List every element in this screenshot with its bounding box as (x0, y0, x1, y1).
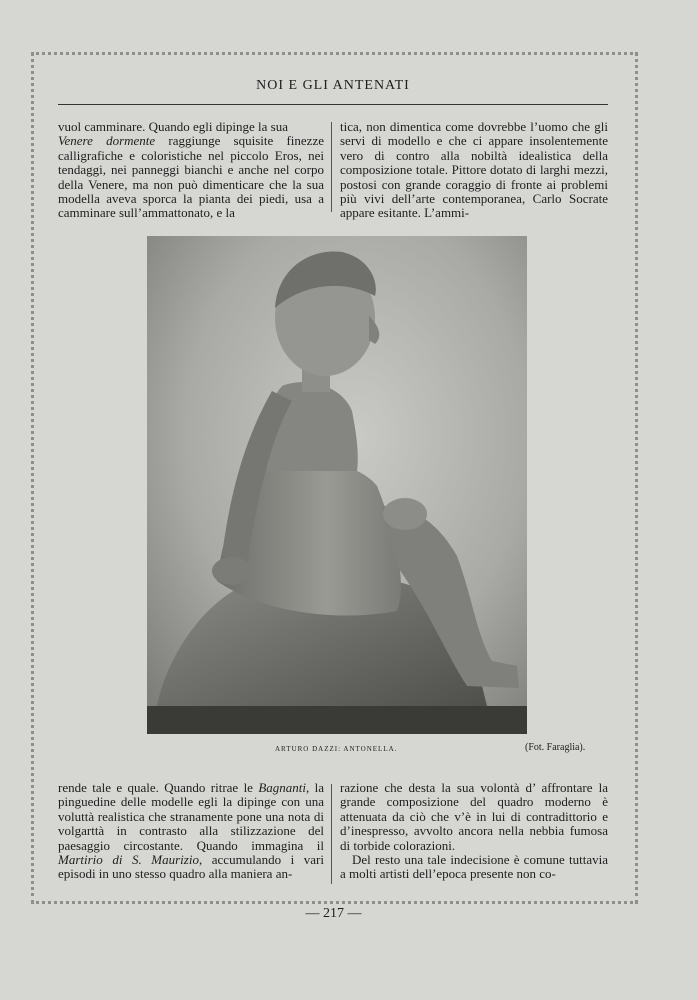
header-rule (58, 104, 608, 105)
page-number: — 217 — (305, 906, 362, 921)
sculpture-photograph (147, 236, 527, 734)
text-run: , accumulando i vari episodi in uno stesso quadro alla maniera an- (58, 852, 324, 882)
top-right-column: tica, non dimentica come dovrebbe l’uomo che gli servi di modello e che ci appare insolentemente vero di contro alla nobiltà idealistica della composizione totale. Pittore dotato di larghi mezzi, postosi con grande coraggio di fronte ai problemi più vivi dell’arte contemporanea, Carlo Socrate appare esitante. L’ammi- (340, 119, 608, 221)
bottom-right-column (340, 781, 608, 882)
italic-title-bagnanti: Bagnanti (258, 780, 306, 795)
italic-title-martirio: Martirio di S. Maurizio (58, 852, 199, 868)
sculpture-image (147, 236, 527, 734)
italic-title-venere: Venere dormente (58, 133, 156, 149)
text-run: vuol camminare. Quando egli dipinge la sua (58, 119, 288, 134)
photo-caption: ARTURO DAZZI: ANTONELLA. (275, 745, 398, 753)
top-left-column (58, 120, 324, 221)
text-run: raggiunge squisite finezze calligrafiche e coloristiche nel piccolo Eros, nei tendaggi, nei panneggi bianchi e anche nel corpo della Venere, ma non può dimenticare che la sua modella aveva sporca la pianta dei piedi, usa a camminare sull’ammattonato, e la (58, 133, 324, 221)
column-rule (331, 784, 332, 884)
column-rule (331, 122, 332, 212)
paragraph: Del resto una tale indecisione è comune tuttavia a molti artisti dell’epoca presente non co- (340, 852, 608, 882)
text-run: rende tale e quale. Quando ritrae le (58, 780, 259, 795)
text-run: , la pinguedine delle modelle egli la dipinge con una voluttà realistica che stranamente pone una nota di volgarttà in contrasto alla stilizzazione del paesaggio circostante. Quando immagina il (58, 780, 324, 853)
bottom-left-column (58, 781, 324, 882)
running-title: NOI E GLI ANTENATI (256, 78, 410, 93)
photo-credit: (Fot. Faraglia). (525, 742, 586, 753)
paragraph: razione che desta la sua volontà d’ affrontare la grande composizione del quadro moderno è attenuata da ciò che v’è in lui di contradittorio e d’inespresso, avvolto ancora nella nebbia fumosa di torbide colorazioni. (340, 780, 608, 853)
